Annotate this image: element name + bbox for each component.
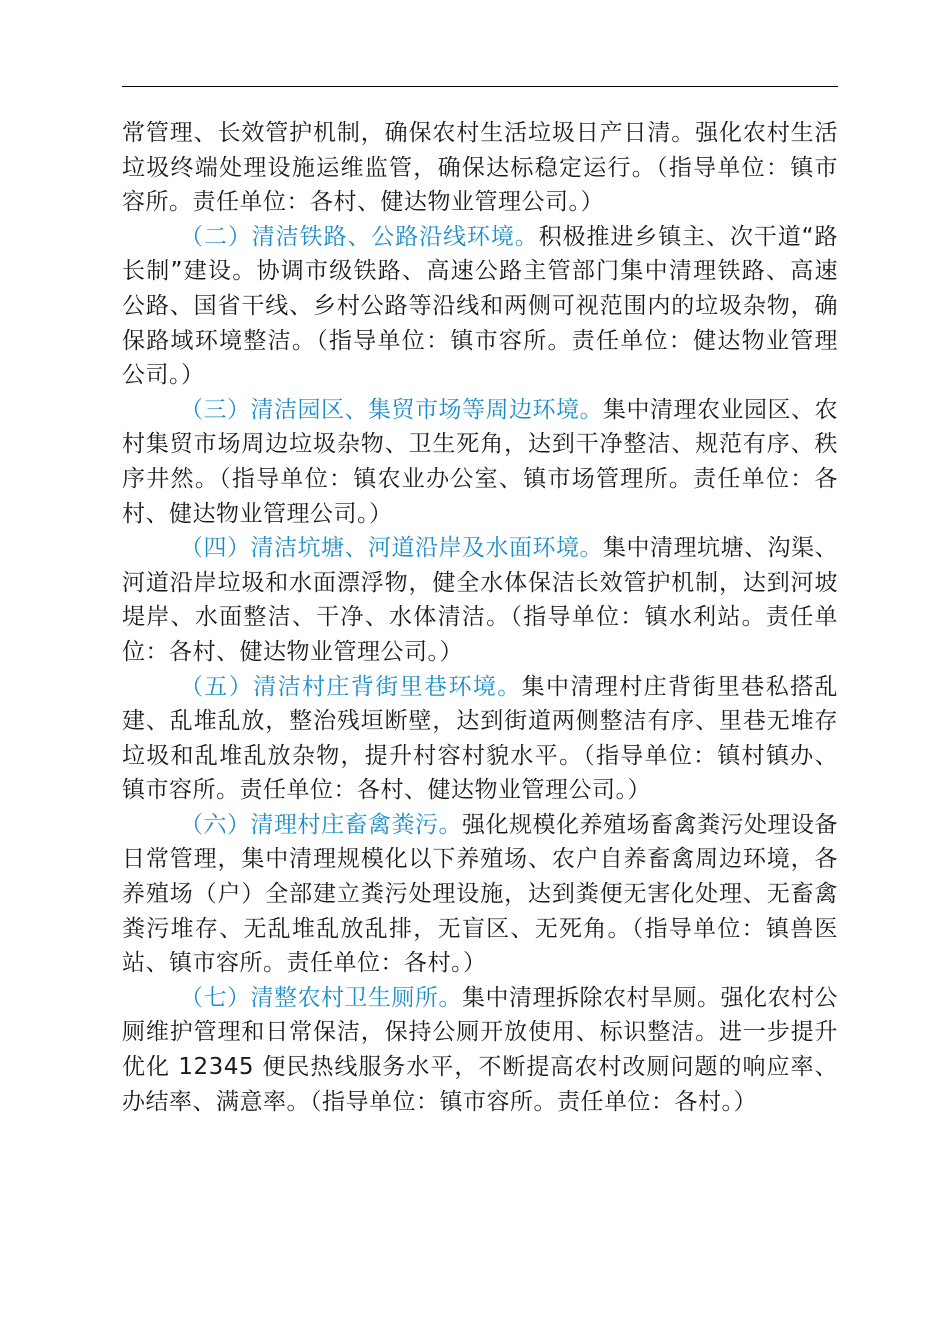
section-4-body: 集中清理坑塘、沟渠、河道沿岸垃圾和水面漂浮物，健全水体保洁长效管护机制，达到河坡堤岸、水面整洁、干净、水体清洁。（指导单位：镇水利站。责任单位：各村、健达物业管理公司。） (122, 535, 838, 665)
section-6-body: 强化规模化养殖场畜禽粪污处理设备日常管理，集中清理规模化以下养殖场、农户自养畜禽周边环境，各养殖场（户）全部建立粪污处理设施，达到粪便无害化处理、无畜禽粪污堆存、无乱堆乱放乱排，无盲区、无死角。（指导单位：镇兽医站、镇市容所。责任单位：各村。） (122, 811, 838, 977)
section-3-body: 集中清理农业园区、农村集贸市场周边垃圾杂物、卫生死角，达到干净整洁、规范有序、秩序井然。（指导单位：镇农业办公室、镇市场管理所。责任单位：各村、健达物业管理公司。） (122, 396, 838, 527)
section-2-heading: （二）清洁铁路、公路沿线环境。 (180, 223, 539, 250)
section-6-paragraph (122, 808, 838, 981)
section-7-body: 集中清理拆除农村旱厕。强化农村公厕维护管理和日常保洁，保持公厕开放使用、标识整洁。进一步提升优化 12345 便民热线服务水平，不断提高农村改厕问题的响应率、办结率、满意率。（指导单位：镇市容所。责任单位：各村。） (122, 984, 838, 1115)
section-3-heading: （三）清洁园区、集贸市场等周边环境。 (180, 396, 603, 423)
section-2-paragraph (122, 220, 838, 393)
intro-paragraph: 常管理、长效管护机制，确保农村生活垃圾日产日清。强化农村生活垃圾终端处理设施运维监管，确保达标稳定运行。（指导单位：镇市容所。责任单位：各村、健达物业管理公司。） (122, 120, 838, 216)
section-5-paragraph (122, 670, 838, 808)
section-4-heading: （四）清洁坑塘、河道沿岸及水面环境。 (180, 535, 603, 562)
section-4-paragraph (122, 531, 838, 669)
section-7-paragraph (122, 981, 838, 1119)
document-body (122, 116, 838, 1119)
section-7-heading: （七）清整农村卫生厕所。 (180, 984, 462, 1011)
section-2-body: 积极推进乡镇主、次干道“路长制”建设。协调市级铁路、高速公路主管部门集中清理铁路、高速公路、国省干线、乡村公路等沿线和两侧可视范围内的垃圾杂物，确保路域环境整洁。（指导单位：镇市容所。责任单位：健达物业管理公司。） (122, 223, 838, 389)
section-3-paragraph (122, 393, 838, 531)
section-5-heading: （五）清洁村庄背街里巷环境。 (180, 673, 522, 700)
header-rule (122, 86, 838, 87)
section-5-body: 集中清理村庄背街里巷私搭乱建、乱堆乱放，整治残垣断壁，达到街道两侧整洁有序、里巷无堆存垃圾和乱堆乱放杂物，提升村容村貌水平。（指导单位：镇村镇办、镇市容所。责任单位：各村、健达物业管理公司。） (122, 673, 839, 804)
section-6-heading: （六）清理村庄畜禽粪污。 (180, 811, 462, 838)
